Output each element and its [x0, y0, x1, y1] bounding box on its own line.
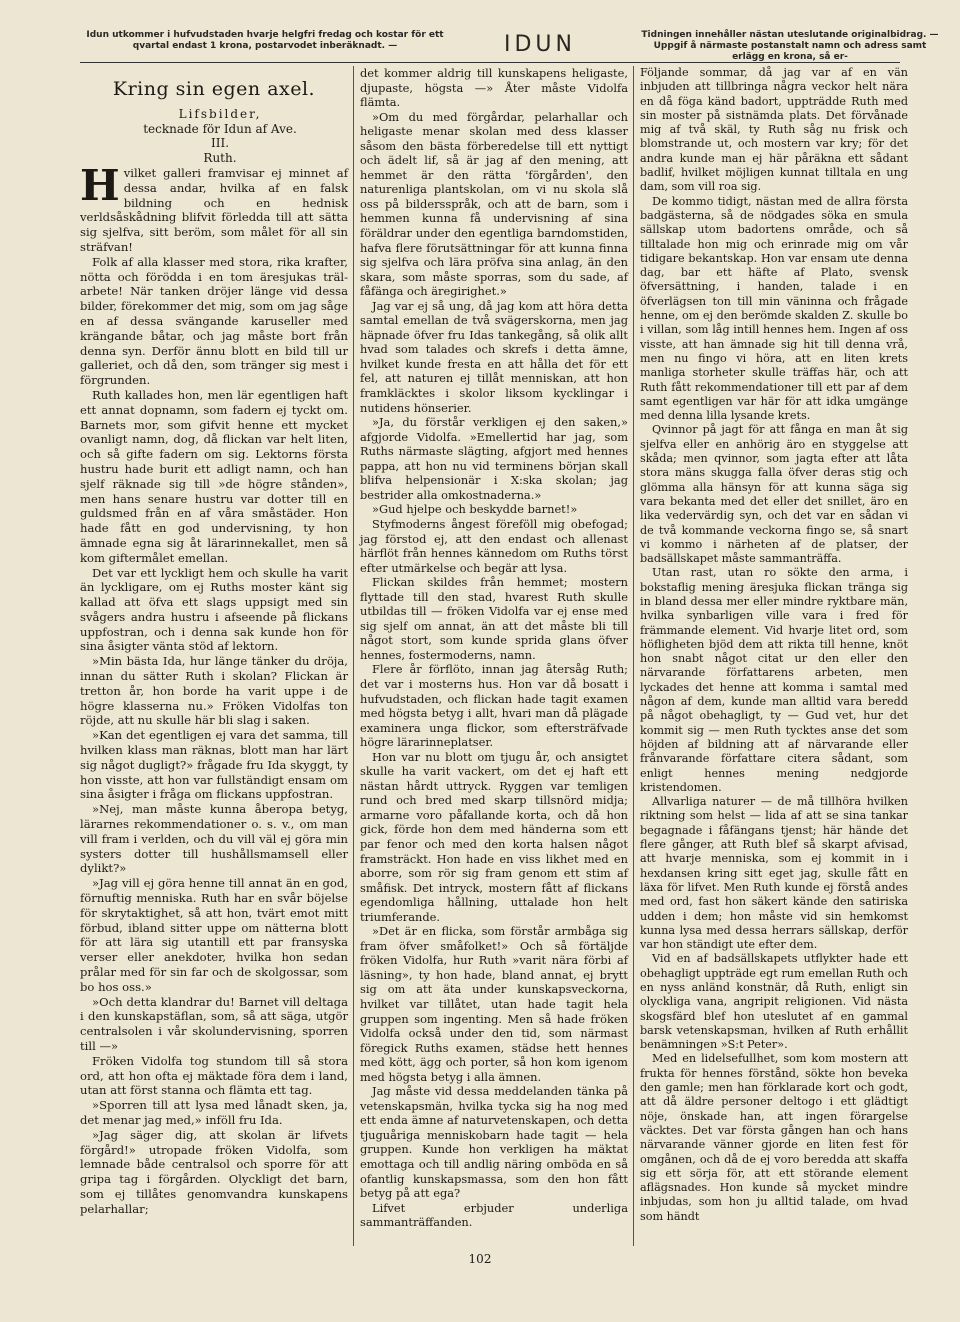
paragraph: Det var ett lyckligt hem och skulle ha varit än lyckligare, om ej Ruths moster känt sig kallad att öfva ett slags uppsigt med sin svågers andra hustru i afseende på flickans uppfostran, och i denna sak kunde hon för sina åsigter vänta stöd af lektorn. [80, 565, 348, 654]
paragraph: Följande sommar, då jag var af en vän inbjuden att tillbringa några veckor helt nära en då föga känd badort, uppträdde Ruth med sin moster på sistnämda plats. Det förvånade mig af två skäl, ty Ruth såg nu frisk och blomstrande ut, och mostern var kry; för det andra kunde man ej här påräkna ett sådant badlif, hvilket möjligen kunnat tilltala en ung dam, som vill roa sig. [640, 66, 908, 194]
paragraph: Jag måste vid dessa meddelanden tänka på vetenskapsmän, hvilka tycka sig ha nog med ett enda ämne af naturvetenskapen, och detta tjuguåriga menniskobarn hade tagit — hela gruppen. Kunde hon verkligen ha mäktat emottaga och till andlig näring omböda en så ofantlig kunskapsmassa, som den hon fått betyg på att ega? [360, 1084, 628, 1201]
paragraph: Qvinnor på jagt för att fånga en man åt sig sjelfva eller en anhörig äro en styggelse att skåda; men qvinnor, som jagta efter att låta stora mäns skugga falla öfver deras stig och glömma alla hänsyn för att kunna säga sig vara bekanta med det eller det snillet, äro en lika vedervärdig syn, och det var en sådan vi de två kommande veckorna fingo se, så snart vi kommo i närheten af de platser, der badsällskapet måste sammanträffa. [640, 423, 908, 566]
paragraph: Utan rast, utan ro sökte den arma, i bokstaflig mening äresjuka flickan tränga sig in bland dessa mer eller mindre ryktbare män, hvilka synbarligen ville vara i fred för främmande element. Vid hvarje litet ord, som höfligheten bjöd dem att rikta till henne, knöt hon snabt något citat ur den eller den närvarande författarens arbeten, men lyckades det henne att komma i samtal med någon af dem, kunde man alltid vara beredd på något obehagligt, ty — Gud vet, hur det kommit sig — men Ruth tycktes anse det som höjden af bildning att af närvarande eller frånvarande författare citera sådant, som enligt hennes mening nedgjorde kristendomen. [640, 566, 908, 794]
article-title: Kring sin egen axel. [112, 78, 316, 100]
paragraph: Fröken Vidolfa tog stundom till så stora ord, att hon ofta ej mäktade föra dem i land, utan att först stanna och flämta ett tag. [80, 1053, 348, 1098]
column-rule [633, 66, 634, 1246]
paragraph: »Om du med förgårdar, pelarhallar och heligaste menar skolan med dess klasser såsom den bästa förberedelse till ett nyttigt och ädelt lif, så är jag af den mening, att hemmet är den rätta 'förgården', den naturenliga plantskolan, om vi nu skola slå oss på bildersspråk, och att de barn, som i hemmen kunna få undervisning af sina föräldrar under den egentliga barndomstiden, hafva flere förutsättningar för att kunna finna sig sjelfva och lära pröfva sina anlag, än den skara, som måste sporras, som du sade, af fåfänga och äregirighet.» [360, 109, 628, 299]
paragraph: Med en lidelsefullhet, som kom mostern att frukta för hennes förstånd, sökte hon beveka den gamle; men han förklarade kort och godt, att då äldre personer deltogo i ett glädtigt nöje, önskade han, att ingen förargelse väcktes. Det var första gången han och hans närvarande vänner gjorde en liten fest för omgånen, och då de ej voro beredda att skaffa sig ett sörja för, att ett störande element aflägsnades. Hon kunde så mycket mindre inbjudas, som hon ju alltid talade, om hvad som händt [640, 1052, 908, 1223]
paragraph: De kommo tidigt, nästan med de allra första badgästerna, så de nödgades söka en smula sällskap utom badortens område, och så tilltalade hon mig och erinrade mig om vår tidigare bekantskap. Hon var ensam ute denna dag, bar ett häfte af Plato, svensk öfversättning, i handen, talade i en öfverlägsen ton till min väninna och frågade henne, om ej den berömde skalden Z. skulle bo i villan, som låg intill hennes hem. Ingen af oss visste, att han ämnade sig hit till denna vrå, men nu fingo vi höra, att en liten krets manliga storheter skulle träffas här, och att Ruth fått rekommendationer till ett par af dem samt egentligen var här för att idka umgänge med denna lilla lysande krets. [640, 194, 908, 423]
header-contributions-note: Tidningen innehåller nästan uteslutande originalbidrag. — Uppgif å närmaste postanstalt namn och adress samt erlägg en krona, så er- [641, 30, 939, 62]
paragraph: »Jag säger dig, att skolan är lifvets förgård!» utropade fröken Vidolfa, som lemnade både centralsol och sporre för att gripa tag i förgården. Olyckligt det barn, som ej tillåtes genomvandra kunskapens pelarhallar; [80, 1127, 348, 1216]
paragraph: det kommer aldrig till kunskapens heligaste, djupaste, högsta —» Åter måste Vidolfa flämta. [360, 66, 628, 110]
paragraph: Vid en af badsällskapets utflykter hade ett obehagligt uppträde egt rum emellan Ruth och en nyss anländ konstnär, då Ruth, enligt sin olyckliga vana, angripit religionen. Vid nästa skogsfärd blef hon uteslutet af en gammal barsk vetenskapsman, hvilken af Ruth erhållit benämningen »S:t Peter». [640, 952, 908, 1052]
paragraph: »Kan det egentligen ej vara det samma, till hvilken klass man räknas, blott man har lärt sig något dugligt?» frågade fru Ida skyggt, ty hon visste, att hon var fullständigt ensam om sina åsigter i fråga om flickans uppfostran. [80, 728, 348, 802]
paragraph: »Ja, du förstår verkligen ej den saken,» afgjorde Vidolfa. »Emellertid har jag, som Ruths närmaste slägting, afgjort med hennes pappa, att hon nu vid terminens början skall blifva helpensionär i X:ska skolan; jag bestrider alla omkostnaderna.» [360, 415, 628, 502]
column-1 [80, 66, 348, 1217]
paragraph: Hon var nu blott om tjugu år, och ansigtet skulle ha varit vackert, om det ej haft ett nästan hårdt uttryck. Ryggen var temligen rund och bred med skarp tillsnörd midja; armarne voro påfallande korta, och då hon gick, förde hon dem med händerna som ett par fenor och med den korta halsen något framsträckt. Hon hade en viss likhet med en aborre, som rör sig fram genom ett stim af småfisk. Det intryck, mostern fått af flickans egendomliga hållning, uttalade hon helt triumferande. [360, 749, 628, 924]
paragraph: Jag var ej så ung, då jag kom att höra detta samtal emellan de två svägerskorna, men jag häpnade öfver fru Idas tankegång, så olik allt hvad som talades och skrefs i detta ämne, hvilket kunde fresta en att hålla det för ett fel, att naturen ej tillåt menniskan, att hon framkläcktes i skolor liksom kycklingar i nutidens hönserier. [360, 298, 628, 415]
page-number: 102 [468, 1252, 492, 1266]
chapter-title: Ruth. [203, 151, 237, 166]
paragraph: Lifvet erbjuder underliga sammanträffanden. [360, 1200, 628, 1230]
column-rule [353, 66, 354, 1246]
column-3 [640, 66, 908, 1224]
column-1-text [80, 160, 348, 1217]
header-subscription-note: Idun utkommer i hufvudstaden hvarje helgfri fredag och kostar för ett qvartal endast 1 krona, postarvodet inberäknadt. — [86, 30, 444, 51]
paragraph: »Det är en flicka, som förstår armbåga sig fram öfver småfolket!» Och så förtäljde fröken Vidolfa, hur Ruth »varit nära förbi af läsning», ty hon hade, bland annat, ej brytt sig om att äta under kunskapsveckorna, hvilket var tillåtet, utan hade tagit hela gruppen som ingenting. Men så hade fröken Vidolfa också under den tid, som närmast föregick Ruths examen, städse hett hennes med kött, ägg och porter, så hon kom igenom med högsta betyg i alla ämnen. [360, 924, 628, 1084]
paragraph: Ruth kallades hon, men lär egentligen haft ett annat dopnamn, som fadern ej tyckt om. Barnets mor, som gifvit henne ett mycket ovanligt namn, dog, då flickan var helt liten, och så gifte fadern om sig. Lektorns första hustru hade burit ett adligt namn, och han sjelf räknade sig till »de högre stånden», men hans senare hustru var dotter till en guldsmed från en af våra småstäder. Hon hade fått en god undervisning, ty hon ämnade egna sig åt lärarinnekallet, men så kom giftermålet emellan. [80, 387, 348, 565]
paragraph: »Gud hjelpe och beskydde barnet!» [372, 502, 578, 517]
paragraph: Folk af alla klasser med stora, rika krafter, nötta och förödda i en tom äresjukas träl-arbete! När tanken dröjer länge vid dessa bilder, förekommer det mig, som om jag såge en af dessa svängande karuseller med krängande båtar, och jag måste bort från denna syn. Derför ännu blott en bild till ur galleriet, och då den, som tränger sig mest i förgrunden. [80, 254, 348, 388]
drop-cap: H [80, 160, 120, 210]
paragraph: Flickan skildes från hemmet; mostern flyttade till den stad, hvarest Ruth skulle utbildas till — fröken Vidolfa var ej ense med sig sjelf om annat, än att det måste bli till något stort, som kunde sprida glans öfver hennes, fostermoderns, namn. [360, 575, 628, 662]
part-number: III. [210, 136, 230, 151]
masthead: IDUN [504, 32, 576, 57]
paragraph: Styfmoderns ångest föreföll mig obefogad; jag förstod ej, att den endast och allenast härflöt från hennes kännedom om Ruths törst efter utmärkelse och begär att lysa. [360, 516, 628, 575]
paragraph: Allvarliga naturer — de må tillhöra hvilken riktning som helst — lida af att se sina tankar begagnade i fåfängans tjenst; här hände det flere gånger, att Ruth blef så skarpt afvisad, att hvarje menniska, som ej kommit in i hexdansen kring sitt eget jag, skulle fått en läxa för lifvet. Men Ruth kunde ej förstå andes med ord, fast hon säkert kände den satiriska udden i dem; hon måste vid sin hemkomst kunna lysa med dessa herrars sällskap, derför var hon ständigt ute efter dem. [640, 795, 908, 952]
article-subtitle: Lifsbilder, [178, 106, 262, 121]
paragraph: »Jag vill ej göra henne till annat än en god, förnuftig menniska. Ruth har en svår böjelse för skrytaktighet, så att hon, tvärt emot mitt förbud, ibland sitter uppe om nätterna blott för att lära sig utantill ett par fransyska verser eller anekdoter, hvilka hon sedan prålar med för sin far och de skolgossar, som bo hos oss.» [80, 876, 348, 994]
column-2 [360, 66, 628, 1230]
article-author: tecknade för Idun af Ave. [143, 121, 297, 136]
paragraph: »Min bästa Ida, hur länge tänker du dröja, innan du sätter Ruth i skolan? Flickan är tretton år, hon borde ha varit uppe i de högre klasserna nu.» Fröken Vidolfas ton röjde, att nu skulle här bli slag i saken. [80, 654, 348, 728]
paragraph: »Nej, man måste kunna åberopa betyg, lärarnes rekommendationer o. s. v., om man vill fram i verlden, och du vill väl ej göra min systers dotter till hushållsmamsell eller dylikt?» [80, 802, 348, 876]
paragraph: Flere år förflöto, innan jag återsåg Ruth; det var i mosterns hus. Hon var då bosatt i hufvudstaden, och flickan hade tagit examen med högsta betyg i allt, hvari man då plägade examinera unga flickor, som eftersträfvade högre lärarinneplatser. [360, 662, 628, 750]
paragraph: »Sporren till att lysa med lånadt sken, ja, det menar jag med,» inföll fru Ida. [80, 1098, 348, 1127]
paragraph: Hvilket galleri framvisar ej minnet af dessa andar, hvilka af en falsk bildning och en hednisk verldsåskådning blifvit förledda till att sätta sig sjelfva, sitt beröm, som målet för all sin sträfvan! [80, 160, 348, 254]
page-header [80, 28, 939, 63]
paragraph: »Och detta klandrar du! Barnet vill deltaga i den kunskapstäflan, som, så att säga, utgör centralsolen i vår skolundervisning, sporren till —» [80, 994, 348, 1053]
